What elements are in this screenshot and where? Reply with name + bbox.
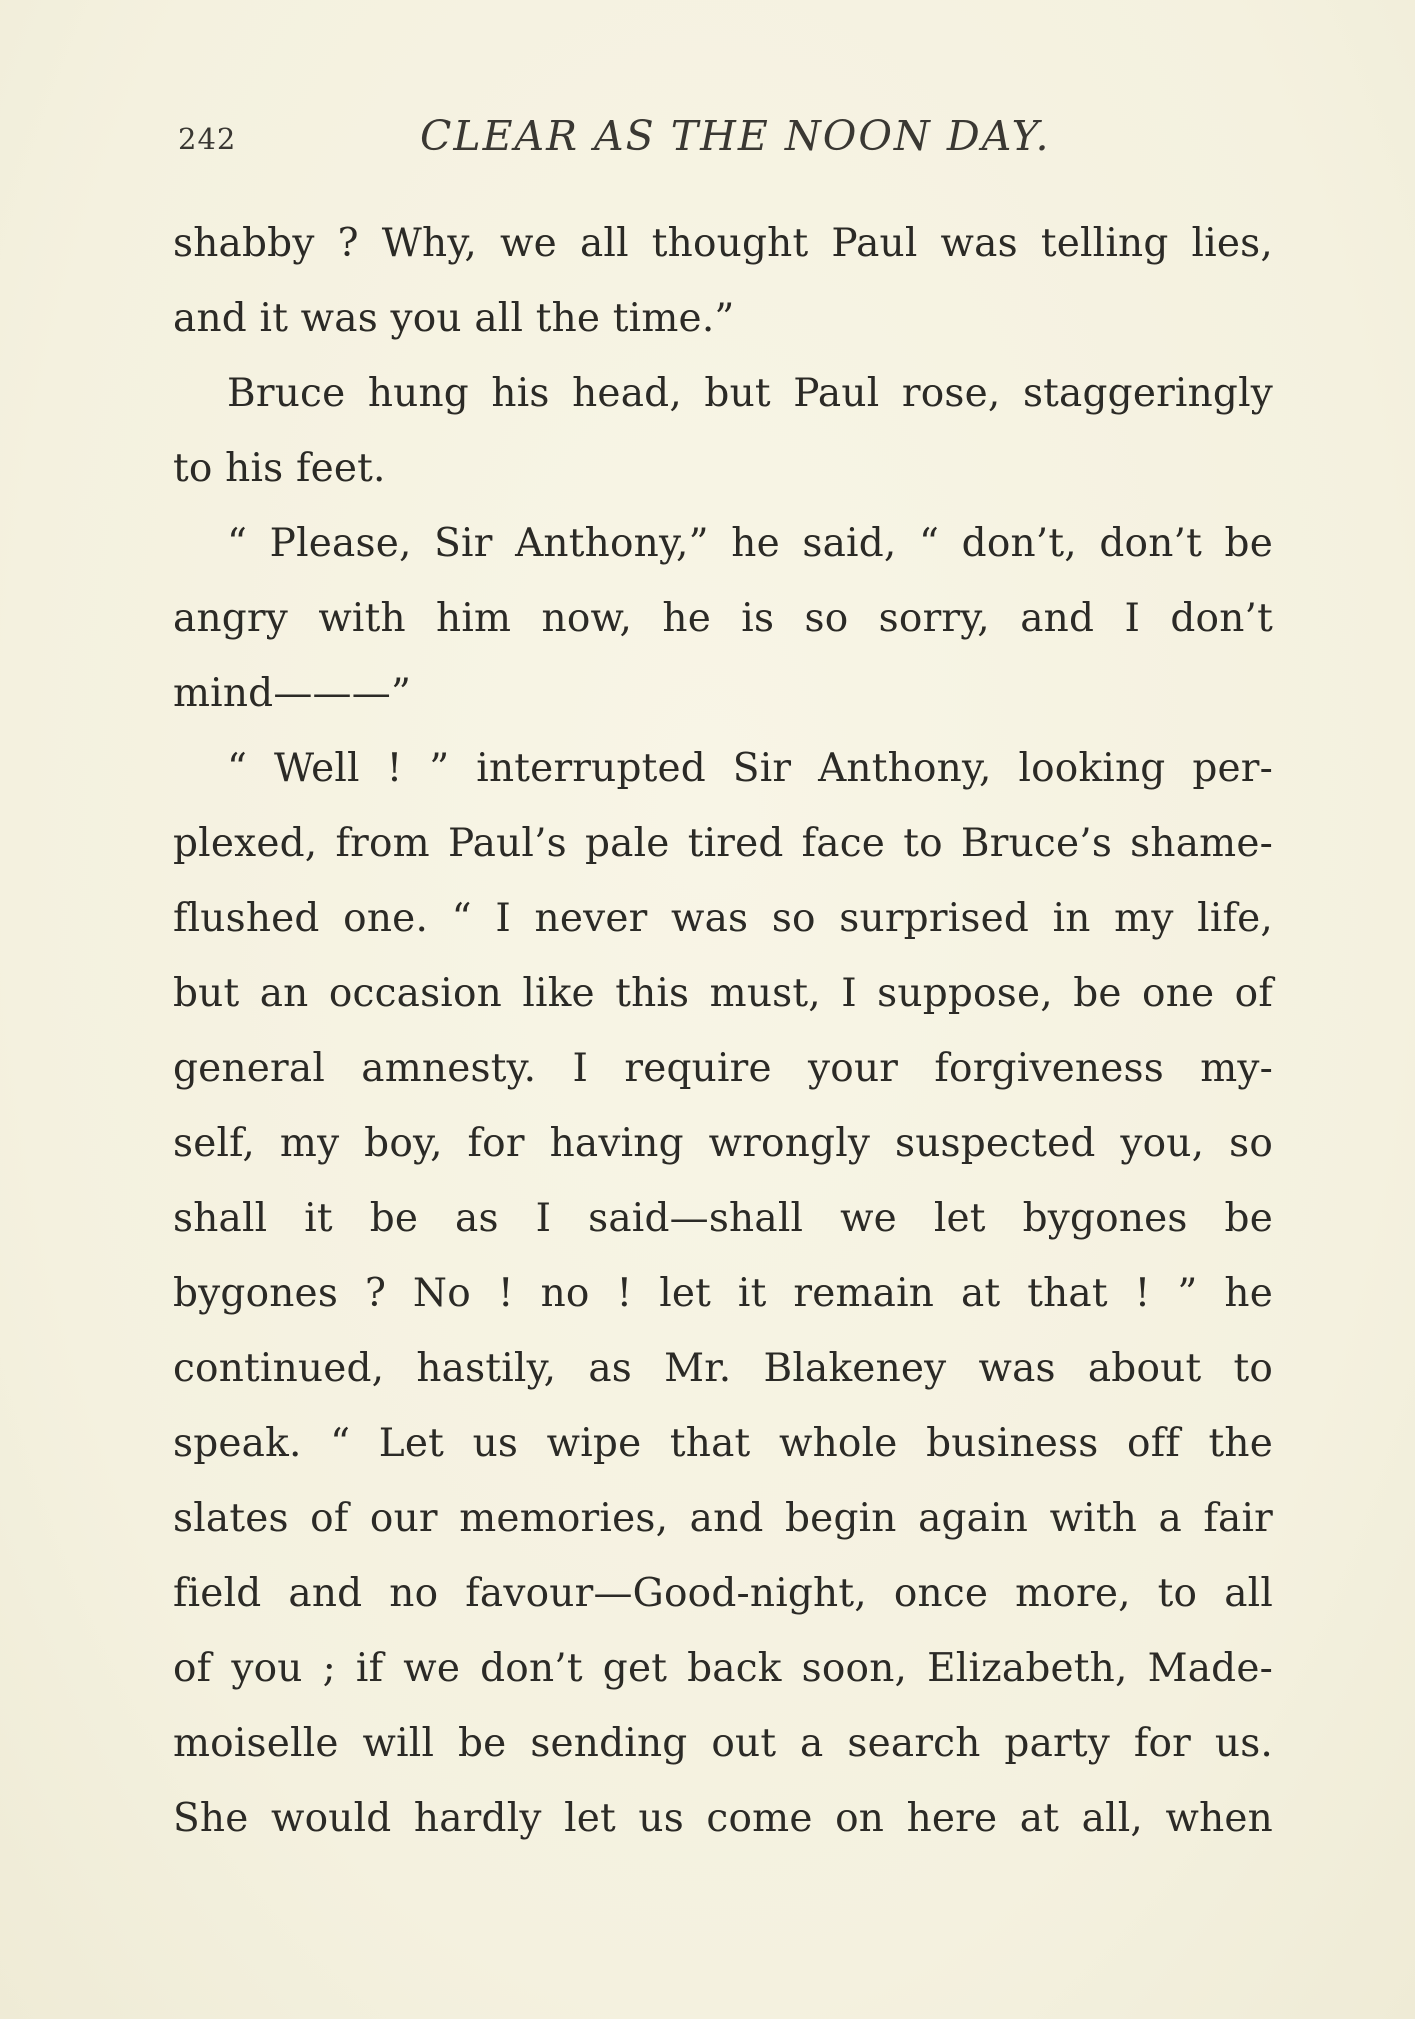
text-line: continued, hastily, as Mr. Blakeney was about to — [173, 1346, 1273, 1391]
text-line: self, my boy, for having wrongly suspected you, so — [173, 1121, 1273, 1166]
text-line: flushed one. “ I never was so surprised in my life, — [173, 896, 1273, 941]
text-line: moiselle will be sending out a search party for us. — [173, 1721, 1273, 1766]
running-head — [178, 112, 1278, 164]
running-title: CLEAR AS THE NOON DAY. — [420, 112, 1051, 160]
body-text — [173, 206, 1273, 1856]
text-line: She would hardly let us come on here at all, when — [173, 1796, 1273, 1841]
text-line: bygones ? No ! no ! let it remain at that ! ” he — [173, 1271, 1273, 1316]
text-line: general amnesty. I require your forgiveness my- — [173, 1046, 1273, 1091]
text-line: “ Well ! ” interrupted Sir Anthony, looking per- — [227, 746, 1273, 791]
text-line: speak. “ Let us wipe that whole business off the — [173, 1421, 1273, 1466]
page-number: 242 — [178, 122, 237, 156]
text-line: plexed, from Paul’s pale tired face to Bruce’s shame- — [173, 821, 1273, 866]
text-line: but an occasion like this must, I suppose, be one of — [173, 971, 1273, 1016]
text-line: “ Please, Sir Anthony,” he said, “ don’t, don’t be — [227, 521, 1273, 566]
text-line: of you ; if we don’t get back soon, Elizabeth, Made- — [173, 1646, 1273, 1691]
text-line: to his feet. — [173, 446, 386, 491]
text-line: field and no favour—Good-night, once more, to all — [173, 1571, 1273, 1616]
text-line: shabby ? Why, we all thought Paul was telling lies, — [173, 221, 1273, 266]
text-line: and it was you all the time.” — [173, 296, 735, 341]
text-line: slates of our memories, and begin again with a fair — [173, 1496, 1273, 1541]
text-line: mind———” — [173, 671, 412, 716]
text-line: angry with him now, he is so sorry, and I don’t — [173, 596, 1273, 641]
text-line: Bruce hung his head, but Paul rose, staggeringly — [227, 371, 1273, 416]
text-line: shall it be as I said—shall we let bygones be — [173, 1196, 1273, 1241]
